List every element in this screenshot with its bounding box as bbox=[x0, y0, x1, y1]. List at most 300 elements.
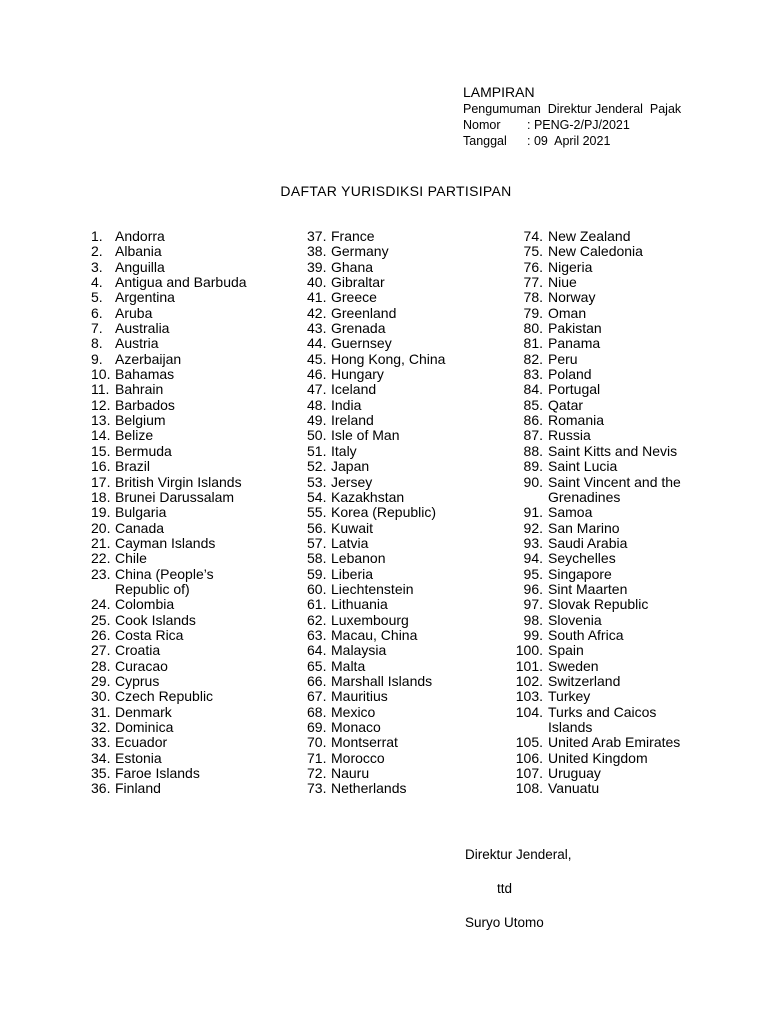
item-number bbox=[509, 536, 548, 551]
item-number-text: 108. bbox=[515, 780, 543, 797]
item-number bbox=[91, 321, 115, 336]
list-item bbox=[307, 290, 445, 305]
jurisdiction-name: United Arab Emirates bbox=[548, 734, 681, 751]
list-item bbox=[91, 398, 247, 413]
list-item bbox=[509, 781, 681, 796]
item-number bbox=[307, 275, 331, 290]
item-number bbox=[91, 659, 115, 674]
list-item bbox=[307, 260, 445, 275]
jurisdiction-name: Barbados bbox=[115, 396, 175, 413]
signatory-name: Suryo Utomo bbox=[465, 915, 544, 930]
jurisdiction-name: Liechtenstein bbox=[331, 580, 414, 597]
signature-ttd: ttd bbox=[497, 881, 513, 896]
item-number-text: 100. bbox=[515, 642, 543, 659]
list-item bbox=[307, 521, 445, 536]
item-number-text: 39. bbox=[307, 258, 327, 275]
jurisdiction-name: Albania bbox=[115, 243, 162, 260]
list-item bbox=[307, 628, 445, 643]
jurisdiction-name: Norway bbox=[548, 289, 596, 306]
item-number-text: 58. bbox=[307, 550, 327, 567]
item-number-text: 94. bbox=[523, 550, 543, 567]
jurisdiction-name: Grenada bbox=[331, 320, 386, 337]
item-number bbox=[307, 536, 331, 551]
item-number bbox=[307, 751, 331, 766]
jurisdiction-name: Uruguay bbox=[548, 765, 601, 782]
item-number-text: 71. bbox=[307, 749, 327, 766]
item-number-text: 84. bbox=[523, 381, 543, 398]
jurisdiction-name: Ireland bbox=[331, 412, 374, 429]
jurisdiction-name: Bermuda bbox=[115, 442, 172, 459]
item-number-text: 93. bbox=[523, 534, 543, 551]
item-number bbox=[509, 751, 548, 766]
list-item bbox=[91, 567, 247, 598]
item-number bbox=[307, 398, 331, 413]
item-number-text: 72. bbox=[307, 765, 327, 782]
list-item bbox=[91, 428, 247, 443]
jurisdiction-name: Qatar bbox=[548, 396, 584, 413]
list-item bbox=[91, 490, 247, 505]
attachment-header bbox=[463, 83, 681, 149]
item-number-text: 75. bbox=[523, 243, 543, 260]
item-number-text: 56. bbox=[307, 519, 327, 536]
list-item bbox=[307, 382, 445, 397]
item-number-text: 73. bbox=[307, 780, 327, 797]
item-number-text: 98. bbox=[523, 611, 543, 628]
item-number-text: 21. bbox=[91, 534, 111, 551]
list-item bbox=[91, 229, 247, 244]
item-number bbox=[509, 659, 548, 674]
jurisdiction-name: Monaco bbox=[331, 719, 381, 735]
item-number bbox=[509, 444, 548, 459]
signatory-position: Direktur Jenderal, bbox=[465, 847, 572, 862]
jurisdiction-name: Japan bbox=[331, 458, 370, 475]
item-number bbox=[91, 643, 115, 658]
item-number-text: 97. bbox=[523, 596, 543, 613]
jurisdiction-name: Sint Maarten bbox=[548, 580, 628, 597]
item-number bbox=[509, 643, 548, 658]
jurisdiction-list bbox=[307, 229, 445, 797]
item-number bbox=[307, 336, 331, 351]
item-number bbox=[509, 674, 548, 689]
item-number bbox=[307, 306, 331, 321]
item-number bbox=[91, 352, 115, 367]
list-item bbox=[91, 505, 247, 520]
item-number-text: 33. bbox=[91, 734, 111, 751]
jurisdiction-name: Saint Lucia bbox=[548, 458, 618, 475]
item-number-text: 7. bbox=[91, 320, 103, 337]
list-item bbox=[91, 628, 247, 643]
item-number bbox=[91, 613, 115, 628]
tanggal-label: Tanggal bbox=[463, 134, 507, 148]
list-item bbox=[91, 689, 247, 704]
jurisdiction-name: Brazil bbox=[115, 458, 151, 475]
item-number-text: 47. bbox=[307, 381, 327, 398]
list-item bbox=[509, 275, 681, 290]
list-item bbox=[307, 444, 445, 459]
item-number bbox=[91, 260, 115, 275]
item-number-text: 102. bbox=[515, 672, 543, 689]
item-number-text: 36. bbox=[91, 780, 111, 797]
item-number bbox=[307, 260, 331, 275]
item-number bbox=[307, 352, 331, 367]
jurisdiction-name: Isle of Man bbox=[331, 427, 400, 444]
item-number bbox=[509, 459, 548, 474]
list-item bbox=[509, 659, 681, 674]
list-item bbox=[509, 398, 681, 413]
jurisdiction-name: Turks and Caicos Islands bbox=[548, 703, 657, 735]
list-item bbox=[509, 751, 681, 766]
item-number-text: 78. bbox=[523, 289, 543, 306]
jurisdiction-name: Brunei Darussalam bbox=[115, 488, 235, 505]
jurisdiction-list bbox=[91, 229, 247, 797]
list-item bbox=[91, 413, 247, 428]
list-item bbox=[307, 475, 445, 490]
jurisdiction-name: Canada bbox=[115, 519, 165, 536]
list-item bbox=[509, 459, 681, 474]
item-number-text: 11. bbox=[91, 381, 110, 398]
jurisdiction-name: Montserrat bbox=[331, 734, 398, 751]
tanggal-value: : 09 April 2021 bbox=[527, 134, 611, 148]
nomor-line bbox=[463, 117, 681, 133]
item-number bbox=[307, 781, 331, 796]
item-number bbox=[307, 475, 331, 490]
jurisdiction-name: Argentina bbox=[115, 289, 175, 306]
list-item bbox=[91, 674, 247, 689]
list-item bbox=[509, 536, 681, 551]
item-number-text: 68. bbox=[307, 703, 327, 720]
item-number-text: 50. bbox=[307, 427, 327, 444]
item-number-text: 55. bbox=[307, 504, 327, 521]
item-number-text: 77. bbox=[523, 274, 543, 291]
jurisdiction-name: Anguilla bbox=[115, 258, 165, 275]
jurisdiction-name: Cyprus bbox=[115, 672, 160, 689]
list-item bbox=[509, 367, 681, 382]
jurisdiction-name: Lebanon bbox=[331, 550, 386, 567]
item-number bbox=[509, 597, 548, 612]
list-item bbox=[307, 567, 445, 582]
item-number bbox=[509, 705, 548, 736]
item-number bbox=[509, 260, 548, 275]
item-number-text: 61. bbox=[307, 596, 327, 613]
item-number bbox=[307, 321, 331, 336]
jurisdiction-name: Pakistan bbox=[548, 320, 602, 337]
item-number bbox=[509, 582, 548, 597]
item-number bbox=[91, 459, 115, 474]
list-item bbox=[509, 352, 681, 367]
item-number bbox=[91, 428, 115, 443]
item-number-text: 70. bbox=[307, 734, 327, 751]
jurisdiction-name: Turkey bbox=[548, 688, 591, 705]
jurisdiction-name: Mexico bbox=[331, 703, 376, 720]
item-number bbox=[91, 674, 115, 689]
item-number bbox=[91, 689, 115, 704]
item-number bbox=[509, 398, 548, 413]
jurisdiction-name: Costa Rica bbox=[115, 626, 184, 643]
jurisdiction-name: San Marino bbox=[548, 519, 620, 536]
item-number-text: 104. bbox=[515, 703, 543, 720]
jurisdiction-name: Finland bbox=[115, 780, 161, 797]
jurisdiction-name: Cook Islands bbox=[115, 611, 196, 628]
list-item bbox=[307, 766, 445, 781]
item-number bbox=[91, 413, 115, 428]
item-number-text: 62. bbox=[307, 611, 327, 628]
item-number bbox=[91, 306, 115, 321]
list-item bbox=[509, 336, 681, 351]
list-item bbox=[509, 551, 681, 566]
list-item bbox=[91, 613, 247, 628]
list-item bbox=[509, 229, 681, 244]
item-number bbox=[509, 689, 548, 704]
list-item bbox=[91, 659, 247, 674]
jurisdiction-name: United Kingdom bbox=[548, 749, 648, 766]
item-number bbox=[91, 597, 115, 612]
jurisdiction-name: Spain bbox=[548, 642, 584, 659]
item-number-text: 17. bbox=[91, 473, 111, 490]
item-number bbox=[509, 505, 548, 520]
jurisdiction-name: Malaysia bbox=[331, 642, 387, 659]
list-item bbox=[91, 521, 247, 536]
jurisdiction-name: Nigeria bbox=[548, 258, 593, 275]
item-number bbox=[307, 735, 331, 750]
list-item bbox=[91, 336, 247, 351]
item-number-text: 44. bbox=[307, 335, 327, 352]
item-number bbox=[307, 290, 331, 305]
item-number-text: 95. bbox=[523, 565, 543, 582]
list-item bbox=[509, 689, 681, 704]
item-number-text: 96. bbox=[523, 580, 543, 597]
list-item bbox=[307, 659, 445, 674]
list-item bbox=[509, 521, 681, 536]
item-number-text: 81. bbox=[523, 335, 543, 352]
item-number-text: 49. bbox=[307, 412, 327, 429]
list-item bbox=[307, 229, 445, 244]
list-item bbox=[509, 290, 681, 305]
item-number-text: 60. bbox=[307, 580, 327, 597]
list-item bbox=[91, 643, 247, 658]
item-number-text: 35. bbox=[91, 765, 111, 782]
item-number-text: 69. bbox=[307, 719, 327, 735]
item-number-text: 28. bbox=[91, 657, 111, 674]
jurisdiction-column-2 bbox=[307, 229, 445, 797]
list-item bbox=[91, 244, 247, 259]
list-item bbox=[307, 459, 445, 474]
list-item bbox=[91, 705, 247, 720]
item-number-text: 42. bbox=[307, 304, 327, 321]
list-item bbox=[307, 428, 445, 443]
list-item bbox=[509, 766, 681, 781]
item-number bbox=[91, 766, 115, 781]
list-item bbox=[307, 781, 445, 796]
list-item bbox=[307, 643, 445, 658]
jurisdiction-name: Belgium bbox=[115, 412, 166, 429]
item-number-text: 41. bbox=[307, 289, 327, 306]
jurisdiction-name: Saint Vincent and the Grenadines bbox=[548, 473, 681, 505]
list-item bbox=[307, 720, 445, 735]
item-number-text: 99. bbox=[523, 626, 543, 643]
list-item bbox=[509, 244, 681, 259]
jurisdiction-name: Antigua and Barbuda bbox=[115, 274, 247, 291]
item-number bbox=[509, 567, 548, 582]
jurisdiction-name: Russia bbox=[548, 427, 591, 444]
item-number bbox=[509, 628, 548, 643]
item-number bbox=[509, 321, 548, 336]
item-number bbox=[307, 459, 331, 474]
list-item bbox=[509, 306, 681, 321]
list-item bbox=[307, 613, 445, 628]
item-number-text: 14. bbox=[91, 427, 111, 444]
jurisdiction-name: Denmark bbox=[115, 703, 172, 720]
item-number-text: 5. bbox=[91, 289, 103, 306]
item-number bbox=[307, 505, 331, 520]
document-title bbox=[0, 183, 768, 199]
jurisdiction-name: Azerbaijan bbox=[115, 350, 182, 367]
item-number-text: 31. bbox=[91, 703, 111, 720]
jurisdiction-name: Austria bbox=[115, 335, 159, 352]
jurisdiction-name: Slovenia bbox=[548, 611, 602, 628]
jurisdiction-name: China (People’s Republic of) bbox=[115, 565, 214, 597]
item-number-text: 19. bbox=[91, 504, 111, 521]
list-item bbox=[91, 781, 247, 796]
item-number-text: 24. bbox=[91, 596, 111, 613]
list-item bbox=[509, 567, 681, 582]
item-number bbox=[307, 244, 331, 259]
item-number bbox=[91, 275, 115, 290]
list-item bbox=[509, 505, 681, 520]
jurisdiction-name: Estonia bbox=[115, 749, 162, 766]
item-number-text: 26. bbox=[91, 626, 111, 643]
item-number bbox=[509, 551, 548, 566]
jurisdiction-name: Italy bbox=[331, 442, 357, 459]
item-number-text: 6. bbox=[91, 304, 103, 321]
jurisdiction-column-1 bbox=[91, 229, 247, 797]
list-item bbox=[509, 597, 681, 612]
jurisdiction-name: Hong Kong, China bbox=[331, 350, 446, 367]
jurisdiction-name: Nauru bbox=[331, 765, 370, 782]
item-number-text: 15. bbox=[91, 442, 111, 459]
list-item bbox=[91, 275, 247, 290]
item-number bbox=[509, 290, 548, 305]
item-number bbox=[509, 244, 548, 259]
item-number-text: 82. bbox=[523, 350, 543, 367]
item-number bbox=[91, 628, 115, 643]
item-number-text: 37. bbox=[307, 228, 327, 244]
tanggal-line bbox=[463, 133, 681, 149]
list-item bbox=[91, 536, 247, 551]
jurisdiction-name: Mauritius bbox=[331, 688, 388, 705]
list-item bbox=[307, 413, 445, 428]
jurisdiction-name: Greece bbox=[331, 289, 377, 306]
jurisdiction-name: British Virgin Islands bbox=[115, 473, 242, 490]
item-number-text: 91. bbox=[523, 504, 543, 521]
item-number-text: 40. bbox=[307, 274, 327, 291]
jurisdiction-name: Chile bbox=[115, 550, 147, 567]
jurisdiction-name: India bbox=[331, 396, 362, 413]
item-number-text: 64. bbox=[307, 642, 327, 659]
list-item bbox=[509, 628, 681, 643]
list-item bbox=[307, 674, 445, 689]
item-number-text: 74. bbox=[523, 228, 543, 244]
list-item bbox=[509, 382, 681, 397]
jurisdiction-name: Ecuador bbox=[115, 734, 168, 751]
item-number bbox=[509, 367, 548, 382]
item-number-text: 25. bbox=[91, 611, 111, 628]
jurisdiction-name: Iceland bbox=[331, 381, 377, 398]
item-number-text: 92. bbox=[523, 519, 543, 536]
list-item bbox=[307, 597, 445, 612]
jurisdiction-name: Singapore bbox=[548, 565, 612, 582]
jurisdiction-name: Romania bbox=[548, 412, 605, 429]
item-number bbox=[509, 766, 548, 781]
item-number-text: 54. bbox=[307, 488, 327, 505]
item-number bbox=[91, 382, 115, 397]
item-number bbox=[91, 720, 115, 735]
jurisdiction-name: Gibraltar bbox=[331, 274, 385, 291]
jurisdiction-name: Luxembourg bbox=[331, 611, 409, 628]
announcement-line bbox=[463, 101, 681, 117]
item-number bbox=[307, 367, 331, 382]
list-item bbox=[307, 582, 445, 597]
item-number-text: 27. bbox=[91, 642, 111, 659]
item-number bbox=[307, 705, 331, 720]
item-number-text: 63. bbox=[307, 626, 327, 643]
item-number-text: 51. bbox=[307, 442, 327, 459]
list-item bbox=[509, 475, 681, 506]
item-number-text: 3. bbox=[91, 258, 103, 275]
jurisdiction-name: Belize bbox=[115, 427, 154, 444]
item-number bbox=[91, 505, 115, 520]
list-item bbox=[509, 674, 681, 689]
item-number-text: 66. bbox=[307, 672, 327, 689]
list-item bbox=[307, 398, 445, 413]
item-number-text: 38. bbox=[307, 243, 327, 260]
item-number-text: 57. bbox=[307, 534, 327, 551]
jurisdiction-name: South Africa bbox=[548, 626, 624, 643]
list-item bbox=[509, 643, 681, 658]
list-item bbox=[91, 551, 247, 566]
item-number bbox=[509, 475, 548, 506]
jurisdiction-name: Slovak Republic bbox=[548, 596, 649, 613]
item-number bbox=[509, 781, 548, 796]
item-number bbox=[91, 551, 115, 566]
jurisdiction-name: Guernsey bbox=[331, 335, 392, 352]
list-item bbox=[307, 244, 445, 259]
item-number bbox=[307, 229, 331, 244]
item-number bbox=[91, 290, 115, 305]
item-number bbox=[307, 567, 331, 582]
item-number bbox=[509, 613, 548, 628]
list-item bbox=[91, 260, 247, 275]
jurisdiction-name: Bahamas bbox=[115, 366, 175, 383]
item-number bbox=[91, 781, 115, 796]
item-number-text: 80. bbox=[523, 320, 543, 337]
item-number bbox=[307, 521, 331, 536]
list-item bbox=[509, 582, 681, 597]
jurisdiction-name: Bulgaria bbox=[115, 504, 167, 521]
jurisdiction-name: Samoa bbox=[548, 504, 593, 521]
item-number-text: 46. bbox=[307, 366, 327, 383]
item-number-text: 90. bbox=[523, 473, 543, 490]
list-item bbox=[307, 551, 445, 566]
list-item bbox=[307, 705, 445, 720]
list-item bbox=[307, 352, 445, 367]
jurisdiction-name: Kazakhstan bbox=[331, 488, 405, 505]
list-item bbox=[307, 751, 445, 766]
jurisdiction-name: Peru bbox=[548, 350, 578, 367]
item-number bbox=[307, 689, 331, 704]
item-number-text: 12. bbox=[91, 396, 111, 413]
jurisdiction-name: Korea (Republic) bbox=[331, 504, 437, 521]
jurisdiction-name: New Zealand bbox=[548, 228, 631, 244]
